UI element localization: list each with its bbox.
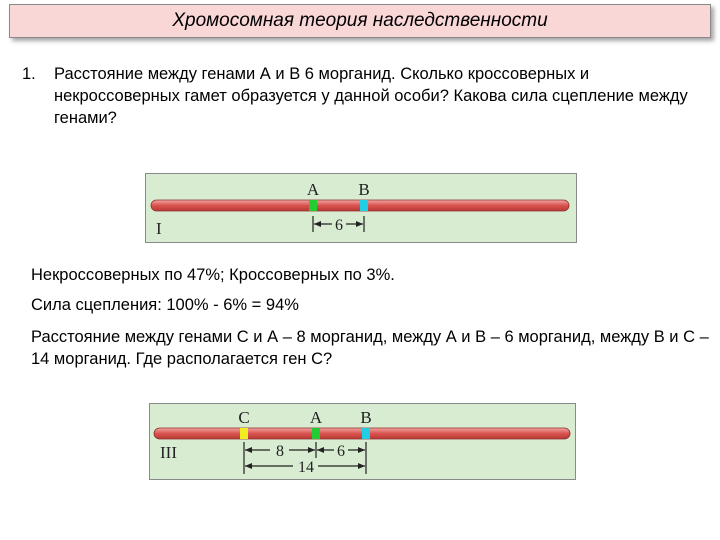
gene-b-marker (362, 428, 370, 439)
chromosome-figure-1 (145, 173, 577, 243)
chromosome-label-2: III (160, 443, 177, 462)
gene-a-marker (312, 428, 320, 439)
chromosome-diagram-2 (150, 404, 575, 479)
chromosome-label-1: I (156, 219, 162, 238)
task-1-number: 1. (22, 65, 36, 83)
gene-b-label: B (358, 180, 370, 199)
task-1 (22, 63, 702, 129)
distance-cb-label: 14 (298, 459, 314, 476)
task-1-text: Расстояние между генами А и В 6 морганид. Сколько кроссоверных и некроссоверных гамет образуется у данной особи? Какова сила сцепление между генами? (54, 65, 688, 127)
distance-ca-label: 8 (276, 443, 284, 460)
gene-a-label: A (309, 408, 323, 427)
gene-a-label: A (306, 180, 320, 199)
gene-c-marker (240, 428, 248, 439)
answer-2: Сила сцепления: 100% - 6% = 94% (31, 296, 299, 314)
distance-ab-label: 6 (335, 217, 343, 234)
slide-title-text: Хромосомная теория наследственности (172, 10, 548, 31)
gene-c-label: C (238, 408, 250, 427)
chromosome-diagram-1 (146, 174, 576, 242)
answer-1: Некроссоверных по 47%; Кроссоверных по 3%. (31, 266, 395, 284)
task-2-text: Расстояние между генами С и А – 8 морганид, между А и В – 6 морганид, между В и С – 14 морганид. Где располагается ген С? (31, 328, 709, 368)
gene-b-label: B (360, 408, 372, 427)
distance-ab-label: 6 (337, 443, 345, 460)
gene-a-marker (309, 200, 317, 211)
chromosome-figure-2 (149, 403, 576, 480)
slide-title (9, 4, 711, 38)
gene-b-marker (360, 200, 368, 211)
